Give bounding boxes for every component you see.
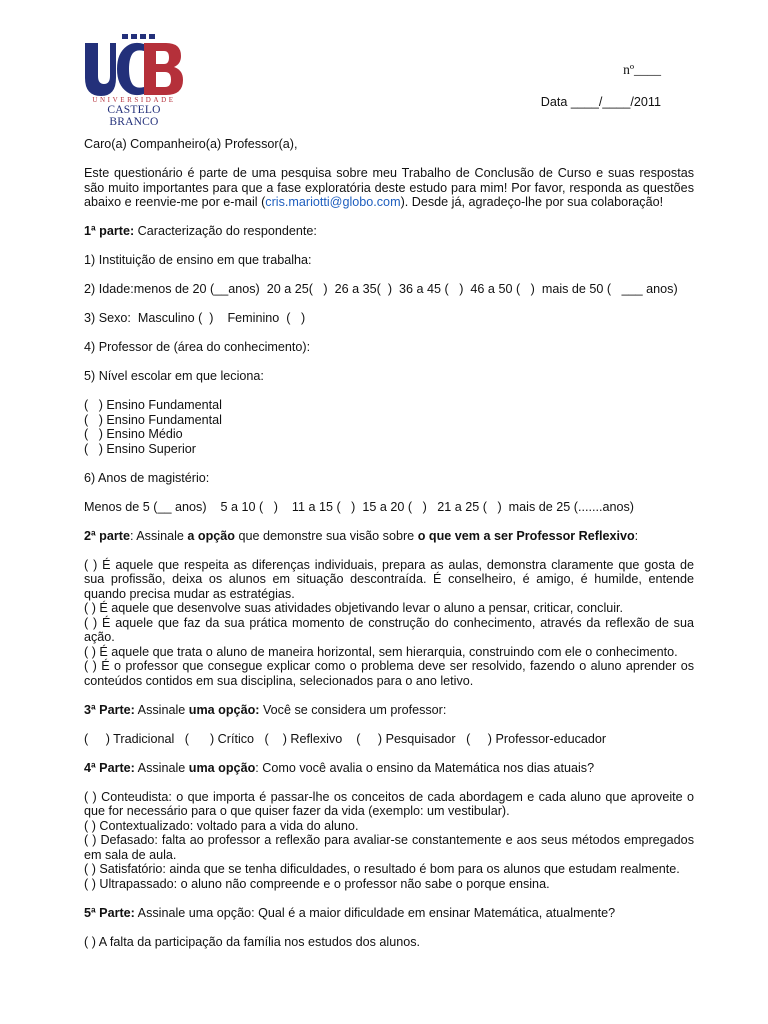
- part4-option[interactable]: ( ) Ultrapassado: o aluno não compreende e o professor não sabe o porque ensina.: [84, 876, 550, 891]
- q5-option[interactable]: ( ) Ensino Fundamental: [84, 398, 222, 412]
- question-6: 6) Anos de magistério:: [84, 470, 210, 485]
- part1-heading: 1ª parte: Caracterização do respondente:: [84, 224, 317, 238]
- greeting: Caro(a) Companheiro(a) Professor(a),: [84, 137, 298, 151]
- part2-heading: 2ª parte: Assinale a opção que demonstre sua visão sobre o que vem a ser Professor Reflexivo:: [84, 528, 639, 543]
- q5-option[interactable]: ( ) Ensino Fundamental: [84, 412, 222, 427]
- ucb-logo-mark: [84, 34, 184, 100]
- email-link[interactable]: cris.mariotti@globo.com: [265, 195, 401, 209]
- document-body: [84, 137, 694, 949]
- q5-option[interactable]: ( ) Ensino Superior: [84, 441, 196, 456]
- question-1: 1) Instituição de ensino em que trabalha:: [84, 253, 312, 267]
- part3-options[interactable]: ( ) Tradicional ( ) Crítico ( ) Reflexivo ( ) Pesquisador ( ) Professor-educador: [84, 731, 607, 746]
- form-number: nº____: [623, 62, 661, 77]
- question-3: 3) Sexo: Masculino ( ) Feminino ( ): [84, 311, 306, 325]
- part4-heading: 4ª Parte: Assinale uma opção: Como você avalia o ensino da Matemática nos dias atuais?: [84, 760, 595, 775]
- part3-heading: 3ª Parte: Assinale uma opção: Você se considera um professor:: [84, 702, 447, 717]
- part2-option[interactable]: ( ) É aquele que trata o aluno de maneira horizontal, sem hierarquia, construindo com ele o conhecimento.: [84, 644, 678, 659]
- logo-castelo-branco: CASTELO BRANCO: [107, 104, 161, 128]
- question-5: 5) Nível escolar em que leciona:: [84, 369, 264, 383]
- part2-option[interactable]: ( ) É aquele que respeita as diferenças individuais, prepara as aulas, demonstra claramente que gosta de sua profissão, deixa os alunos em situação descontraída. É conselheiro, é amigo, é humilde, entende quando precisa mudar as estratégias.: [84, 557, 694, 601]
- ucb-logo: [84, 34, 184, 128]
- part5-option[interactable]: ( ) A falta da participação da família nos estudos dos alunos.: [84, 934, 421, 949]
- part4-option[interactable]: ( ) Conteudista: o que importa é passar-lhe os conceitos de cada abordagem e cada aluno que aproveite o que for necessário para o que quiser fazer da vida (exemplo: um vestibular).: [84, 789, 694, 818]
- q6-options[interactable]: Menos de 5 (__ anos) 5 a 10 ( ) 11 a 15 ( ) 15 a 20 ( ) 21 a 25 ( ) mais de 25 (.......anos): [84, 499, 634, 514]
- part4-option[interactable]: ( ) Contextualizado: voltado para a vida do aluno.: [84, 818, 359, 833]
- part2-option[interactable]: ( ) É o professor que consegue explicar como o problema deve ser resolvido, fazendo o aluno aprender os conteúdos contidos em sua disciplina, selecionados para o ano letivo.: [84, 659, 694, 688]
- date-line: Data ____/____/2011: [540, 95, 661, 109]
- part4-option[interactable]: ( ) Satisfatório: ainda que se tenha dificuldades, o resultado é bom para os alunos que estudam realmente.: [84, 862, 680, 876]
- part4-option[interactable]: ( ) Defasado: falta ao professor a reflexão para avaliar-se constantemente e aos seus métodos empregados em sala de aula.: [84, 833, 694, 862]
- intro-paragraph: Este questionário é parte de uma pesquisa sobre meu Trabalho de Conclusão de Curso e suas respostas são muito importantes para que a fase exploratória deste estudo para mim! Por favor, responda as questões abaixo e reenvie-me por e-mail (cris.mariotti@globo.com). Desde já, agradeço-lhe por sua colaboração!: [84, 166, 694, 209]
- part5-heading: 5ª Parte: Assinale uma opção: Qual é a maior dificuldade em ensinar Matemática, atualmente?: [84, 905, 616, 920]
- q5-option[interactable]: ( ) Ensino Médio: [84, 427, 183, 441]
- part2-option[interactable]: ( ) É aquele que desenvolve suas atividades objetivando levar o aluno a pensar, criticar, concluir.: [84, 601, 624, 615]
- logo-universidade: UNIVERSIDADE: [92, 96, 176, 104]
- part2-option[interactable]: ( ) É aquele que faz da sua prática momento de construção do conhecimento, através da reflexão de sua ação.: [84, 615, 694, 644]
- question-4: 4) Professor de (área do conhecimento):: [84, 340, 311, 354]
- question-2: 2) Idade:menos de 20 (__anos) 20 a 25( ) 26 a 35( ) 36 a 45 ( ) 46 a 50 ( ) mais de 50 ( ___ anos): [84, 282, 678, 296]
